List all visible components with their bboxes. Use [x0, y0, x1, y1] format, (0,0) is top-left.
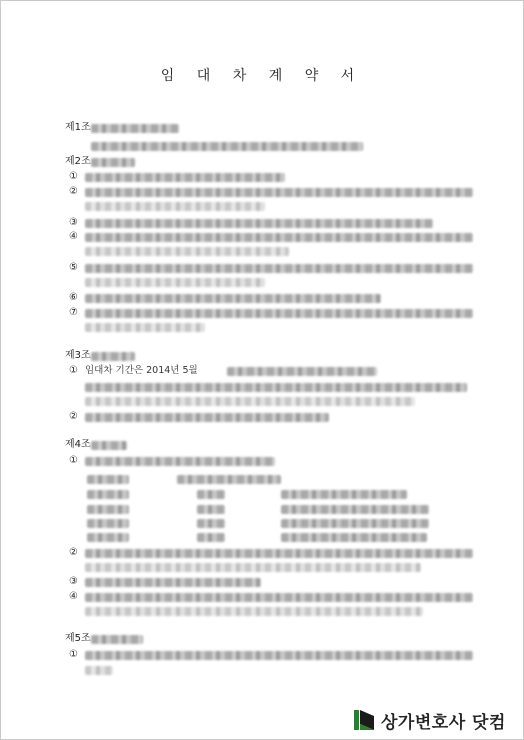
item-number: ③	[69, 217, 78, 228]
redacted-text	[85, 607, 423, 616]
redacted-text	[85, 593, 473, 602]
redacted-text	[197, 505, 225, 514]
redacted-text	[85, 278, 265, 287]
redacted-text	[197, 519, 225, 528]
redacted-text	[85, 264, 473, 273]
redacted-text	[91, 158, 135, 167]
redacted-text	[177, 475, 281, 484]
redacted-text	[227, 367, 377, 376]
redacted-text	[85, 666, 113, 675]
redacted-text	[197, 490, 225, 499]
redacted-text	[85, 413, 329, 422]
redacted-text	[91, 124, 179, 133]
redacted-text	[87, 490, 129, 499]
redacted-text	[87, 475, 129, 484]
item-number: ①	[69, 455, 78, 466]
item-number: ①	[69, 365, 78, 376]
lease-term-text: 임대차 기간은 2014년 5월	[85, 365, 198, 376]
item-number: ⑤	[69, 262, 78, 273]
article-1-label: 제1조	[65, 122, 91, 133]
redacted-text	[85, 247, 289, 256]
redacted-text	[85, 219, 433, 228]
redacted-text	[85, 651, 473, 660]
redacted-text	[91, 142, 363, 151]
redacted-text	[91, 441, 127, 450]
redacted-text	[87, 519, 129, 528]
redacted-text	[281, 533, 427, 542]
redacted-text	[85, 202, 265, 211]
article-4-label: 제4조	[65, 439, 91, 450]
item-number: ③	[69, 576, 78, 587]
redacted-text	[91, 352, 135, 361]
redacted-text	[87, 505, 129, 514]
redacted-text	[85, 383, 467, 392]
redacted-text	[87, 533, 129, 542]
item-number: ①	[69, 171, 78, 182]
redacted-text	[197, 533, 225, 542]
redacted-text	[85, 563, 421, 572]
item-number: ②	[69, 411, 78, 422]
redacted-text	[85, 309, 473, 318]
redacted-text	[281, 519, 429, 528]
item-number: ②	[69, 186, 78, 197]
item-number: ⑦	[69, 307, 78, 318]
redacted-text	[85, 233, 473, 242]
document-title: 임 대 차 계 약 서	[160, 68, 364, 84]
article-5-label: 제5조	[65, 633, 91, 644]
item-number: ①	[69, 649, 78, 660]
redacted-text	[91, 635, 143, 644]
item-number: ④	[69, 231, 78, 242]
redacted-text	[85, 549, 473, 558]
redacted-text	[85, 294, 381, 303]
redacted-text	[85, 323, 205, 332]
redacted-text	[281, 490, 407, 499]
item-number: ④	[69, 591, 78, 602]
redacted-text	[85, 578, 261, 587]
brand-name: 상가변호사 닷컴	[381, 712, 506, 733]
brand-logo-icon	[353, 707, 375, 733]
redacted-text	[85, 173, 285, 182]
article-2-label: 제2조	[65, 156, 91, 167]
article-3-label: 제3조	[65, 350, 91, 361]
redacted-text	[85, 397, 415, 406]
redacted-text	[85, 188, 473, 197]
brand-watermark	[353, 705, 506, 735]
item-number: ⑥	[69, 292, 78, 303]
redacted-text	[281, 505, 429, 514]
redacted-text	[85, 457, 275, 466]
item-number: ②	[69, 547, 78, 558]
